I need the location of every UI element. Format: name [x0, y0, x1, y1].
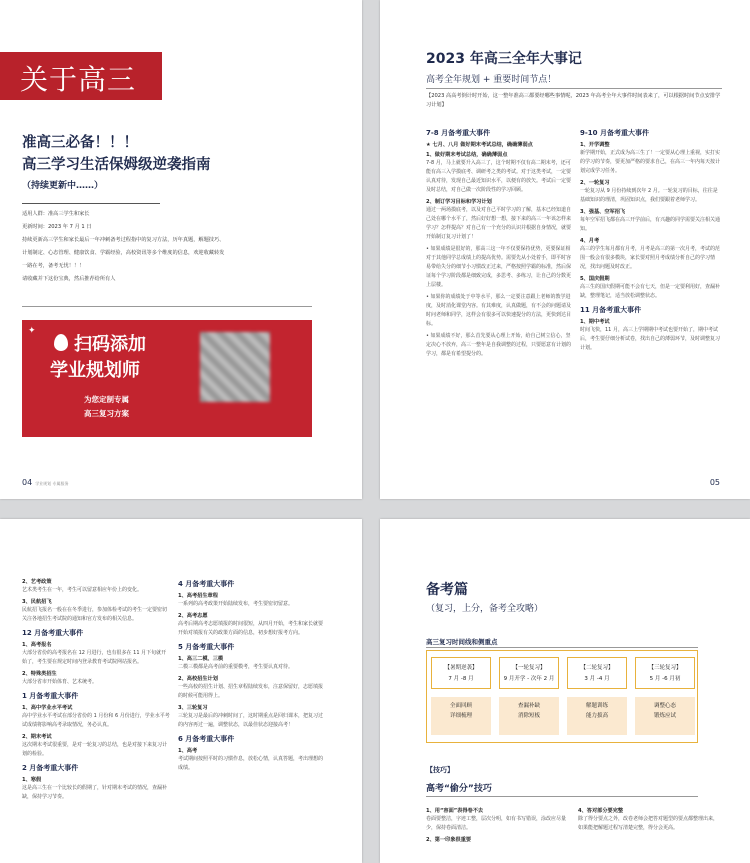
item-heading: 1、期中考试 — [580, 319, 610, 325]
item-heading: 1、高考招生章程 — [178, 593, 218, 599]
tips-left — [426, 804, 566, 844]
page-07 — [380, 519, 750, 863]
drop-logo-icon — [54, 334, 68, 351]
section-heading: 11 月备考重大事件 — [580, 306, 642, 314]
meta-line: 请收藏并下这份宝典，然后推荐给所有人 — [22, 276, 116, 283]
phase-name: 【暑期逆袭】 — [444, 665, 478, 671]
paragraph: 这是高三生在一个比较长的假期了，针对期末考试的情况，查漏补缺，保持学习节奏。 — [22, 785, 168, 800]
phase-cell — [499, 657, 559, 689]
item-heading: 1、高考报名 — [22, 642, 52, 648]
phase-cell — [567, 657, 627, 689]
paragraph: 高三的学生每月都有月考，月考是高三的第一次月考，考试的范围一般会有很多模块，家长要对照月考成绩分析自己的学习情况，找出问题及时改正。 — [580, 246, 721, 270]
phase-focus — [567, 697, 627, 735]
item-heading: 5、国庆假期 — [580, 276, 610, 282]
paragraph: 7-8 月，马上就要升入高三了，这个时期不仅有高二期末考，还可能有高三入学摸底考、调研考之类的考试。对于这类考试，一定要认真对待，发现自己最近知识水平，以便有的放矢。考试后一定要及时总结，对自己做一次阶段性的学习回顾。 — [426, 160, 572, 193]
section-heading: 4 月备考重大事件 — [178, 580, 235, 588]
focus-item: 消除短板 — [517, 713, 540, 720]
item-heading: 4、答对部分要完整 — [578, 808, 624, 814]
paragraph: 每年空军招飞都在高三开学前后，有兴趣的同学需要关注相关通知。 — [580, 217, 721, 232]
item-heading: 2、期末考试 — [22, 734, 52, 740]
right-column — [580, 124, 722, 356]
item-heading: 1、高三二模、三模 — [178, 656, 224, 662]
focus-item: 能力拔高 — [585, 713, 608, 720]
item-heading: 3、强基、空军招飞 — [580, 209, 626, 215]
phase-time: 3 月 -4 月 — [584, 676, 610, 682]
page-subtitle: （复习，上分，备考全攻略） — [426, 604, 544, 614]
promo-sub-1: 为您定制专属 — [84, 395, 129, 404]
item-heading: 1、开学调整 — [580, 142, 610, 148]
phase-focus — [499, 697, 559, 735]
item-heading: 3、三轮复习 — [178, 705, 208, 711]
skills-heading: 【技巧】 — [426, 766, 454, 774]
guide-title-line-1: 准高三必备！！！ — [22, 135, 138, 151]
right-column — [178, 575, 326, 776]
tips-right — [578, 804, 718, 836]
paragraph: 通过一两场摸底考，以及对自己平时学习的了解，基本已经知道自己处在哪个水平了，然后好好想一想，接下来的高三一年该怎样来学习？怎样提高？对自己有一个充分的认识并根据自身情况，就要开始制订复习计划了！ — [426, 207, 572, 240]
divider — [22, 306, 312, 307]
guide-title-line-2: 高三学习生活保姆级逆袭指南 — [22, 157, 211, 174]
left-column — [426, 124, 572, 362]
phase-focus — [431, 697, 491, 735]
skills-title: 高考“偷分”技巧 — [426, 784, 492, 794]
paragraph: 一些高校的招生计划、招生章程陆续发布，注意保留好，志愿填报的时候可能用得上。 — [178, 684, 324, 699]
paragraph: 一系列的高考政策开始陆续发布，考生要密切留意。 — [178, 601, 294, 607]
left-column — [22, 575, 170, 805]
section-heading: 6 月备考重大事件 — [178, 735, 235, 743]
item-heading: 3、民航招飞 — [22, 599, 52, 605]
phase-cell — [635, 657, 695, 689]
guide-title — [22, 132, 211, 177]
focus-item: 全面回顾 — [449, 703, 472, 709]
focus-item: 锻炼应试 — [653, 713, 676, 720]
promo-title-1: 扫码添加 — [74, 334, 146, 355]
item-heading: 1、寒假 — [22, 777, 42, 783]
page-04 — [0, 0, 362, 499]
meta-line: 一路在考，备考无忧！！！ — [22, 263, 85, 270]
page-number: 05 — [709, 478, 720, 487]
item-heading: 2、制订学习目标和学习计划 — [426, 199, 492, 205]
item-heading: 2、特殊类招生 — [22, 671, 57, 677]
update-note: （持续更新中……） — [22, 181, 104, 191]
item-heading: 1、高考 — [178, 748, 198, 754]
timeline-table — [426, 650, 698, 743]
page-number: 04 学业规划 专属服务 — [22, 478, 69, 487]
phase-time: 9 月开学 - 次年 2 月 — [503, 676, 555, 682]
meta-line: 适用人群：准高三学生和家长 — [22, 211, 90, 217]
paragraph: 大部分省市开始体育、艺术统考。 — [22, 679, 98, 685]
paragraph: 新学期开始，正式成为高三生了！一定要从心理上重视，实打实的学习的节奏，要更加严格的要求自己，在高三一年内每天按计划完成学习任务。 — [580, 150, 721, 174]
section-heading: 1 月备考重大事件 — [22, 692, 79, 700]
paragraph: • 如果你的成绩处于中等水平，那么一定要注意跟上老师的教学进度，及时消化课堂内容。有其难度，认真做题，有不会的问题请及时问老师和同学，这样会有很多可以快速提分的方法，更快到达目标。 — [426, 294, 572, 327]
item-heading: 2、第一印象很重要 — [426, 837, 472, 843]
divider — [426, 88, 722, 89]
paragraph: • 如果成绩不好，那么首先要从心理上开始，给自己树立信心，坚定决心不放弃，高三一整年是自我调整的过程，只要愿意有计划的学习，都是有希望提分的。 — [426, 333, 572, 357]
meta-line: 更新时间：2023 年 7 月 1 日 — [22, 224, 92, 231]
page-06 — [0, 519, 362, 863]
section-banner — [0, 52, 162, 100]
item-heading: 1、用“容面”表得卷不去 — [426, 808, 484, 814]
promo-title-2: 学业规划师 — [50, 360, 140, 381]
item-heading: 2、艺考政策 — [22, 579, 52, 585]
item-heading: 4、月考 — [580, 238, 600, 244]
paragraph: 一轮复习从 9 月份持续到次年 2 月。一轮复习的目标，往往是基础知识的理清，巩固知识点，我们要跟着老师学习。 — [580, 188, 718, 203]
paragraph: 卷面要整洁，字迹工整，层次分明，如有书写错误，涂改应尽量少，保持卷面清洁。 — [426, 816, 567, 831]
item-heading: 2、高校招生计划 — [178, 676, 218, 682]
paragraph: 二模三模都是高考前的重要模考，考生要认真对待。 — [178, 664, 294, 670]
paragraph: 艺术类考生在一年，考生可以留意相应年份上的变化。 — [22, 587, 143, 593]
phase-cell — [431, 657, 491, 689]
meta-line: 计划制定、心态管理、健康饮食、学霸经验，高校资讯等多个维度的信息，欢迎收藏转发 — [22, 250, 225, 257]
page-title: 备考篇 — [426, 582, 468, 598]
phase-time: 5 月 -6 月初 — [649, 676, 681, 682]
paragraph: 民航招飞报名一般在在冬季进行，参加体检考试的考生一定要密切关注各地招生考试院的通知和官方发布的相关信息。 — [22, 607, 168, 622]
paragraph: 这次期末考试很重要，是对一轮复习的总结，也是对接下来复习计划的检验。 — [22, 742, 168, 757]
section-heading: 7-8 月备考重大事件 — [426, 129, 491, 137]
phase-name: 【二轮复习】 — [580, 665, 614, 671]
section-heading: 9-10 月备考重大事件 — [580, 129, 649, 137]
focus-item: 解题训练 — [585, 703, 608, 709]
page-subtitle: 高考全年规划 + 重要时间节点！ — [426, 75, 557, 85]
promo-sub-2: 高三复习方案 — [84, 409, 129, 418]
item-heading: 1、做好期末考试总结，确确薄弱点 — [426, 152, 508, 158]
focus-item: 查漏补缺 — [517, 703, 540, 709]
phase-focus — [635, 697, 695, 735]
item-heading: 1、高中学业水平考试 — [22, 705, 73, 711]
guide-meta — [22, 210, 340, 285]
focus-item: 调整心态 — [653, 703, 676, 709]
page-05 — [380, 0, 750, 499]
paragraph: 考试期间按照平时的习惯作息，放松心情，认真答题，考出理想的成绩。 — [178, 756, 324, 771]
item-heading: 2、高考志愿 — [178, 613, 208, 619]
timeline-heading: 高三复习时间线和侧重点 — [426, 638, 498, 646]
banner-text: 关于高三 — [20, 63, 137, 96]
paragraph: 高三生的国庆假期可能不会有七天，但是一定要利用好，查漏补缺，整理笔记，适当放松调整状态。 — [580, 284, 721, 299]
paragraph: 时间飞快，11 月，高三上学期期中考试也要开始了，期中考试后，考生要仔细分析试卷，找出自己的薄弱环节，及时调整复习计划。 — [580, 327, 721, 351]
page-title: 2023 年高三全年大事记 — [426, 51, 582, 67]
paragraph: 大部分省份的高考报名在 12 月进行，也有很多在 11 月下旬就开始了，考生要在规定时间内登录教育考试院网站报名。 — [22, 650, 167, 665]
paragraph: 三轮复习是最后的冲刺时间了，这时期重点是回归课本，把复习过的内容再过一遍，调整状态，以最佳状态迎接高考！ — [178, 713, 324, 728]
section-heading: 5 月备考重大事件 — [178, 643, 235, 651]
qr-code[interactable] — [200, 332, 270, 402]
paragraph: 除了得分要点之外，改卷老师会把答对题型的要点都整理出来，如果能把解题过程写清楚完整，得分会更高。 — [578, 816, 719, 831]
section-heading: 12 月备考重大事件 — [22, 629, 84, 637]
phase-name: 【三轮复习】 — [648, 665, 682, 671]
item-heading: 2、一轮复习 — [580, 180, 610, 186]
meta-line: 持续更新高三学生和家长最后一年冲刺备考过程指中的复习方法，历年真题，解题技巧、 — [22, 237, 225, 244]
paragraph: 高中学业水平考试在部分省份的 1 月份和 6 月份进行，学业水平考试成绩将影响高考录取情况，务必认真。 — [22, 713, 170, 728]
promo-card[interactable] — [22, 320, 312, 437]
section-heading: 2 月备考重大事件 — [22, 764, 79, 772]
divider — [22, 203, 160, 204]
item-heading: ★ 七月、八月 做好期末考试总结，确确薄弱点 — [426, 142, 533, 148]
paragraph: • 如果成绩是很好的，那高三这一年不仅要保持优势，更要保证相对于其他同学总成绩上的提高优势。需要先从小处着手，即平时容易带给失分的细节小习惯改正过来，严格按照学霸的标准，然后保证每个学习阶段都是细致完成，多思考、多练习，让自己的分数更上层楼。 — [426, 246, 572, 288]
divider — [426, 647, 698, 648]
intro-text: 【2023 高高考倒计时开始，这一整年准高三都要经哪些事情呢，2023 年高考全年大事件时间表来了，可以根据时间节点安排学习计划】 — [426, 93, 721, 108]
divider — [426, 796, 698, 797]
sparkle-icon: ✦ — [28, 326, 36, 336]
phase-name: 【一轮复习】 — [512, 665, 546, 671]
phase-time: 7 月 -8 月 — [448, 676, 474, 682]
focus-item: 详细梳理 — [449, 713, 472, 720]
paragraph: 高考后期高考志愿填报的时间很短，从四月开始，考生和家长就要开始对填报有关的政策方面的信息，初步想好报考方向。 — [178, 621, 324, 636]
